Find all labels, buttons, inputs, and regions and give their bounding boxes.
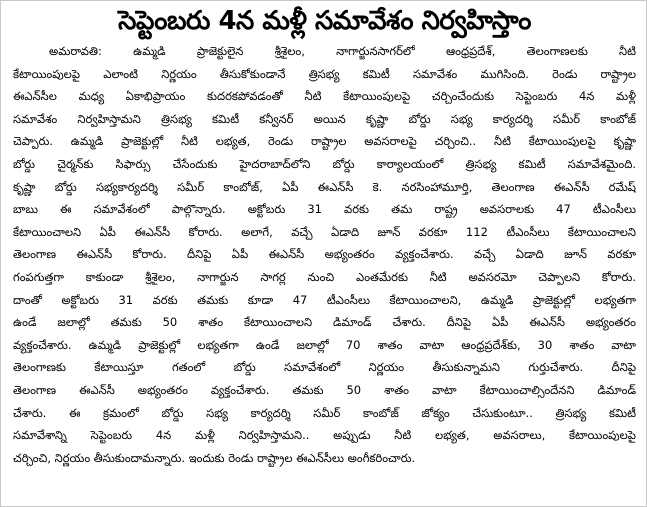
article-line: ఈఎన్‌సీల మధ్య ఏకాభిప్రాయం కుదరకపోవడంతో నీటి కేటాయింపులపై చర్చించేందుకు సెప్టెంబరు 4న మళ్లీ: [13, 89, 636, 104]
article-line: బోర్డు చైర్మన్‌కు సిఫార్సు చేసేందుకు హైదరాబాద్‌లోని బోర్డు కార్యాలయంలో త్రిసభ్య కమిటీ సమావేశమైంది.: [13, 156, 636, 171]
article-line: తెలంగాణకు కేటాయిస్తూ గతంలో బోర్డు సమావేశంలో నిర్ణయం తీసుకున్నామని గుర్తుచేశారు. దీనిపై: [13, 360, 636, 375]
article-line: చెప్పారు. ఉమ్మడి ప్రాజెక్టుల్లో నీటి లభ్యత, రెండు రాష్ట్రాల అవసరాలపై చర్చించి.. నీటి కేటాయింపులపై కృష్ణా: [13, 134, 636, 149]
article-line: కేటాయించాలని ఏపీ ఈఎన్‌సీ కోరారు. అలాగే, వచ్చే ఏడాది జూన్ వరకూ 112 టీఎంసీలు కేటాయించాలని: [13, 224, 636, 239]
article-line: కృష్ణా బోర్డు సభ్యకార్యదర్శి సమీర్ కాంబోజ్, ఏపీ ఈఎన్‌సీ కె. నరసింహామూర్తి, తెలంగాణ ఈఎన్‌సీ రమేష్: [13, 179, 636, 194]
article-line: దాంతో అక్టోబరు 31 వరకు తమకు కూడా 47 టీఎంసీలు కేటాయించాలని, ఉమ్మడి ప్రాజెక్టుల్లో లభ్యతగా: [13, 292, 636, 307]
article-line: సమావేశాన్ని సెప్టెంబరు 4న మళ్లీ నిర్వహిస్తామని.. అప్పుడు నీటి లభ్యత, అవసరాలు, కేటాయింపులపై: [13, 428, 636, 443]
article-line: వ్యక్తంచేశారు. ఉమ్మడి ప్రాజెక్టుల్లో లభ్యతగా ఉండే జలాల్లో 70 శాతం వాటా ఆంధ్రప్రదేశ్‌కు, 30 శాతం వాటా: [13, 337, 636, 352]
article-line: బాబు ఈ సమావేశంలో పాల్గొన్నారు. అక్టోబరు 31 వరకు తమ రాష్ట్ర అవసరాలకు 47 టీఎంసీలు: [13, 202, 636, 217]
article-line: చేశారు. ఈ క్రమంలో బోర్డు సభ్య కార్యదర్శి సమీర్ కాంబోజ్ జోక్యం చేసుకుంటూ.. త్రిసభ్య కమిటీ: [13, 405, 636, 420]
article-line: గంపగుత్తగా కాకుండా శ్రీశైలం, నాగార్జున సాగర్ల నుంచి ఎంతమేరకు నీటి అవసరమో చెప్పాలని కోరారు.: [13, 269, 636, 284]
article-line: తెలంగాణ ఈఎన్‌సీ అభ్యంతరం వ్యక్తంచేశారు. తమకు 50 శాతం వాటా కేటాయించాల్సిందేనని డిమాండ్: [13, 382, 636, 397]
headline: సెప్టెంబరు 4న మళ్లీ సమావేశం నిర్వహిస్తాం: [118, 6, 531, 36]
article-body: [13, 40, 636, 469]
article-line: ఉండే జలాల్లో తమకు 50 శాతం కేటాయించాలని డిమాండ్ చేశారు. దీనిపై ఏపీ ఈఎన్‌సీ అభ్యంతరం: [13, 315, 636, 330]
article-line: చర్చించి, నిర్ణయం తీసుకుందామన్నారు. ఇందుకు రెండు రాష్ట్రాల ఈఎన్‌సీలు అంగీకరించారు.: [13, 450, 416, 465]
article-line: కేటాయింపులపై ఎలాంటి నిర్ణయం తీసుకోకుండానే త్రిసభ్య కమిటీ సమావేశం ముగిసింది. రెండు రాష్ట్రాల: [13, 66, 636, 81]
article-line: సమావేశం నిర్వహిస్తామని త్రిసభ్య కమిటీ కన్వీనర్ అయిన కృష్ణా బోర్డు సభ్య కార్యదర్శి సమీర్ కాంబోజ్: [13, 111, 636, 126]
article-line: తెలంగాణ ఈఎన్‌సీ కోరారు. దీనిపై ఏపీ ఈఎన్‌సీ అభ్యంతరం వ్యక్తంచేశారు. వచ్చే ఏడాది జూన్ వరకూ: [13, 247, 636, 262]
article-line: అమరావతి: ఉమ్మడి ప్రాజెక్టులైన శ్రీశైలం, నాగార్జునసాగర్‌లో ఆంధ్రప్రదేశ్, తెలంగాణలకు నీటి: [49, 44, 636, 58]
